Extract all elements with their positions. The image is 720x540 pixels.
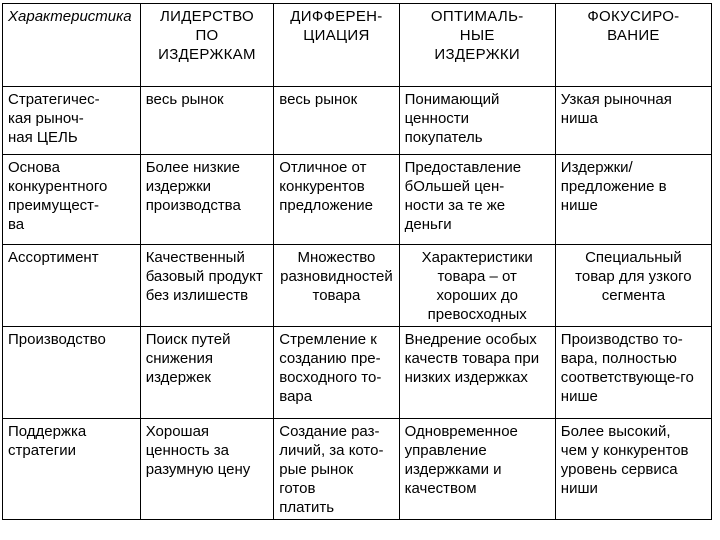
header-line: НЫЕ bbox=[459, 27, 495, 44]
table-cell: Поиск путей снижения издержек bbox=[140, 327, 274, 419]
header-line: ЦИАЦИЯ bbox=[303, 27, 370, 44]
table-row bbox=[3, 87, 712, 155]
header-line: ВАНИЕ bbox=[607, 27, 660, 44]
table-cell: Множество разновидностей товара bbox=[274, 245, 399, 327]
table-cell: Специальный товар для узкого сегмента bbox=[555, 245, 711, 327]
table-cell: Издержки/ предложение в нише bbox=[555, 155, 711, 245]
table-cell: Отличное от конкурентов предложение bbox=[274, 155, 399, 245]
strategy-comparison-table bbox=[2, 3, 712, 520]
table-cell: Узкая рыночная ниша bbox=[555, 87, 711, 155]
corner-header: Характеристика bbox=[3, 4, 141, 87]
header-line: ДИФФЕРЕН- bbox=[290, 8, 383, 25]
table-row bbox=[3, 327, 712, 419]
header-optimal-costs bbox=[399, 4, 555, 87]
header-line: ИЗДЕРЖКАМ bbox=[158, 46, 256, 63]
table-cell: Стремление к созданию пре- восходного то- вара bbox=[274, 327, 399, 419]
table-cell: Понимающий ценности покупатель bbox=[399, 87, 555, 155]
header-line: ИЗДЕРЖКИ bbox=[434, 46, 521, 63]
table-cell: Качественный базовый продукт без излишеств bbox=[140, 245, 274, 327]
table-cell: Характеристики товара – от хороших до превосходных bbox=[399, 245, 555, 327]
header-row bbox=[3, 4, 712, 87]
row-label-assortment: Ассортимент bbox=[3, 245, 141, 327]
table-row bbox=[3, 419, 712, 520]
table-cell: Более высокий, чем у конкурентов уровень сервиса ниши bbox=[555, 419, 711, 520]
header-line: ПО bbox=[195, 27, 219, 44]
table-cell: Предоставление бОльшей цен- ности за те же деньги bbox=[399, 155, 555, 245]
row-label-competitive-advantage: Основа конкурентного преимущест- ва bbox=[3, 155, 141, 245]
table-cell: весь рынок bbox=[140, 87, 274, 155]
table-cell: Внедрение особых качеств товара при низких издержках bbox=[399, 327, 555, 419]
table-cell: Хорошая ценность за разумную цену bbox=[140, 419, 274, 520]
table-cell: Одновременное управление издержками и качеством bbox=[399, 419, 555, 520]
table-row bbox=[3, 245, 712, 327]
table-row bbox=[3, 155, 712, 245]
header-line: ФОКУСИРО- bbox=[587, 8, 680, 25]
table-cell: весь рынок bbox=[274, 87, 399, 155]
row-label-production: Производство bbox=[3, 327, 141, 419]
header-line: ОПТИМАЛЬ- bbox=[430, 8, 524, 25]
table-cell: Производство то- вара, полностью соответствующе-го нише bbox=[555, 327, 711, 419]
header-differentiation bbox=[274, 4, 399, 87]
table-cell: Более низкие издержки производства bbox=[140, 155, 274, 245]
row-label-strategy-support: Поддержка стратегии bbox=[3, 419, 141, 520]
row-label-strategic-target: Стратегичес- кая рыноч- ная ЦЕЛЬ bbox=[3, 87, 141, 155]
header-line: ЛИДЕРСТВО bbox=[159, 8, 254, 25]
header-cost-leadership bbox=[140, 4, 274, 87]
header-focus bbox=[555, 4, 711, 87]
table-cell: Создание раз- личий, за кото- рые рынок готов платить bbox=[274, 419, 399, 520]
